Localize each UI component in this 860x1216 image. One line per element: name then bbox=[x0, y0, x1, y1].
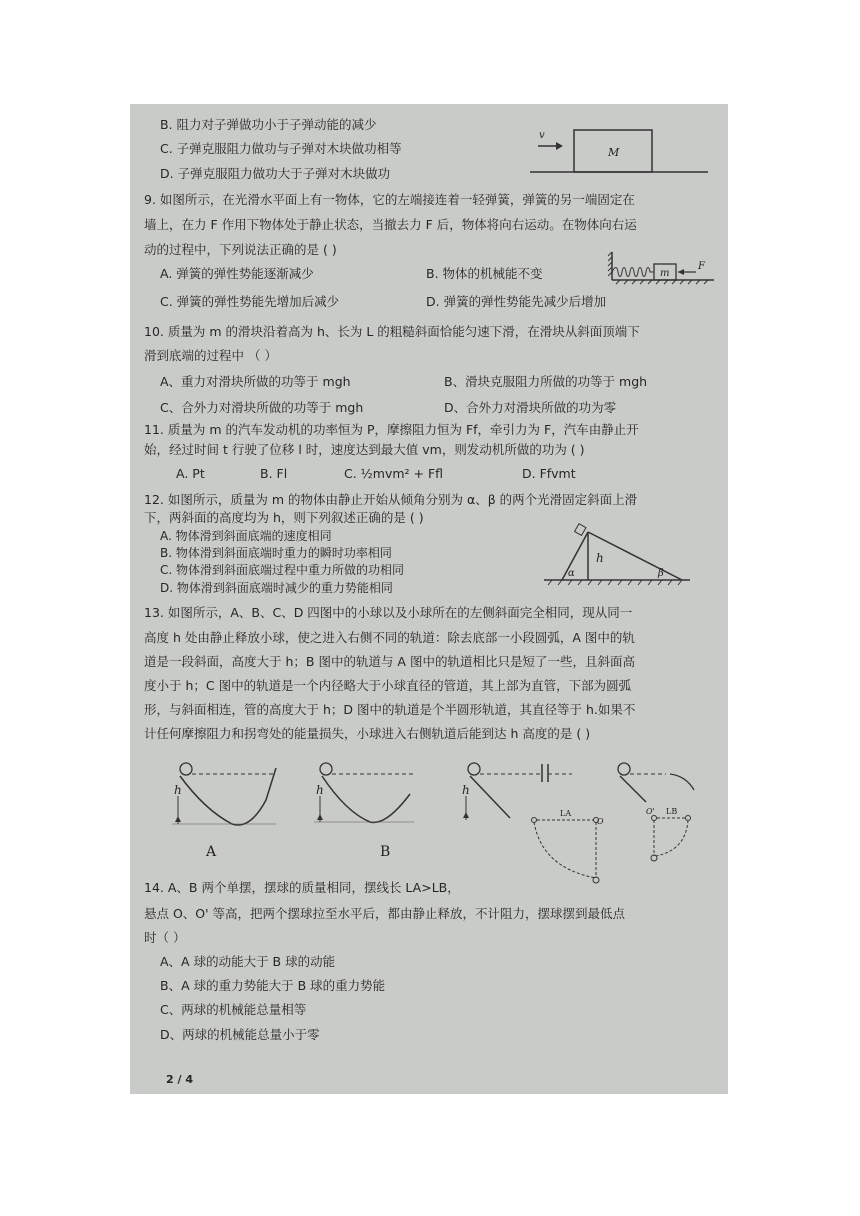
q14-stem-line-3: 时（ ） bbox=[144, 930, 186, 945]
q10-stem-line-2: 滑到底端的过程中 （ ） bbox=[144, 348, 277, 363]
q12-option-b: B. 物体滑到斜面底端时重力的瞬时功率相同 bbox=[160, 546, 392, 560]
lb-label: LB bbox=[666, 807, 678, 816]
q8-option-b: B. 阻力对子弹做功小于子弹动能的减少 bbox=[160, 117, 377, 132]
q9-stem-line-3: 动的过程中，下列说法正确的是 ( ) bbox=[144, 242, 337, 257]
q11-stem-line-1: 11. 质量为 m 的汽车发动机的功率恒为 P，摩擦阻力恒为 Ff，牵引力为 F，汽车由静止开 bbox=[144, 422, 639, 437]
q13-stem-line-3: 道是一段斜面，高度大于 h；B 图中的轨道与 A 图中的轨道相比只是短了一些，且斜面高 bbox=[144, 654, 635, 669]
q9-option-c: C. 弹簧的弹性势能先增加后减少 bbox=[160, 294, 340, 309]
height-label-a: h bbox=[174, 783, 182, 797]
q13-stem-line-6: 计任何摩擦阻力和拐弯处的能量损失，小球进入右侧轨道后能到达 h 高度的是 ( ) bbox=[144, 726, 591, 741]
q13-stem-line-1: 13. 如图所示，A、B、C、D 四图中的小球以及小球所在的左侧斜面完全相同，现从同一 bbox=[144, 605, 633, 620]
figure-b-label: B bbox=[380, 844, 391, 860]
q9-option-a: A. 弹簧的弹性势能逐渐减少 bbox=[160, 266, 314, 281]
q10-option-a: A、重力对滑块所做的功等于 mgh bbox=[160, 374, 351, 389]
height-label-b: h bbox=[316, 783, 324, 797]
q14-stem-line-1: 14. A、B 两个单摆，摆球的质量相同，摆线长 LA>LB， bbox=[144, 880, 460, 895]
q12-stem-line-1: 12. 如图所示，质量为 m 的物体由静止开始从倾角分别为 α、β 的两个光滑固定斜面上滑 bbox=[144, 492, 638, 507]
q14-option-b: B、A 球的重力势能大于 B 球的重力势能 bbox=[160, 978, 386, 993]
q12-option-d: D. 物体滑到斜面底端时减少的重力势能相同 bbox=[160, 581, 393, 595]
q9-option-b: B. 物体的机械能不变 bbox=[426, 266, 543, 281]
q11-option-c: C. ½mvm² + Ffl bbox=[344, 466, 444, 481]
q13-stem-line-2: 高度 h 处由静止释放小球，使之进入右侧不同的轨道：除去底部一小段圆弧，A 图中的轨 bbox=[144, 630, 635, 645]
pivot-o-label: O bbox=[597, 817, 604, 826]
q11-option-d: D. Ffvmt bbox=[522, 466, 576, 481]
q13-stem-line-4: 度小于 h；C 图中的轨道是一个内径略大于小球直径的管道，其上部为直管，下部为圆弧 bbox=[144, 678, 632, 693]
q10-option-b: B、滑块克服阻力所做的功等于 mgh bbox=[444, 374, 648, 389]
page-number: 2 / 4 bbox=[166, 1073, 193, 1086]
q10-option-c: C、合外力对滑块所做的功等于 mgh bbox=[160, 400, 364, 415]
bullet-block-figure bbox=[530, 124, 710, 176]
pivot-o-prime-label: O' bbox=[646, 807, 655, 816]
track-figure-c-pendulum-a bbox=[460, 760, 610, 884]
q12-stem-line-2: 下，两斜面的高度均为 h，则下列叙述正确的是 ( ) bbox=[144, 510, 424, 525]
q10-stem-line-1: 10. 质量为 m 的滑块沿着高为 h、长为 L 的粗糙斜面恰能匀速下滑，在滑块从斜面顶端下 bbox=[144, 324, 640, 339]
q10-option-d: D、合外力对滑块所做的功为零 bbox=[444, 400, 617, 415]
q12-option-c: C. 物体滑到斜面底端过程中重力所做的功相同 bbox=[160, 563, 405, 577]
block-label: M bbox=[608, 146, 620, 159]
beta-label: β bbox=[658, 568, 664, 579]
q8-option-d: D. 子弹克服阻力做功大于子弹对木块做功 bbox=[160, 166, 391, 181]
height-label-c: h bbox=[462, 783, 470, 797]
q13-stem-line-5: 形，与斜面相连，管的高度大于 h；D 图中的轨道是个半圆形轨道，其直径等于 h.如果不 bbox=[144, 702, 636, 717]
track-figure-b bbox=[314, 760, 424, 860]
q12-option-a: A. 物体滑到斜面底端的速度相同 bbox=[160, 529, 332, 543]
mass-label: m bbox=[660, 268, 670, 279]
q14-option-c: C、两球的机械能总量相等 bbox=[160, 1002, 307, 1017]
q14-option-d: D、两球的机械能总量小于零 bbox=[160, 1027, 320, 1042]
q11-option-a: A. Pt bbox=[176, 466, 205, 481]
la-label: LA bbox=[560, 809, 572, 818]
q8-option-c: C. 子弹克服阻力做功与子弹对木块做功相等 bbox=[160, 141, 402, 156]
q9-stem-line-2: 墙上，在力 F 作用下物体处于静止状态，当撤去力 F 后，物体将向右运动。在物体向右运 bbox=[144, 217, 637, 232]
force-label: F bbox=[698, 261, 705, 272]
height-label: h bbox=[596, 551, 604, 565]
velocity-label: v bbox=[539, 130, 545, 141]
q14-stem-line-2: 悬点 O、O' 等高，把两个摆球拉至水平后，都由静止释放，不计阻力，摆球摆到最低点 bbox=[144, 906, 626, 921]
alpha-label: α bbox=[568, 568, 575, 579]
q9-option-d: D. 弹簧的弹性势能先减少后增加 bbox=[426, 294, 607, 309]
q14-option-a: A、A 球的动能大于 B 球的动能 bbox=[160, 954, 336, 969]
two-inclines-figure bbox=[542, 524, 692, 588]
q9-stem-line-1: 9. 如图所示，在光滑水平面上有一物体，它的左端接连着一轻弹簧，弹簧的另一端固定在 bbox=[144, 192, 635, 207]
figure-a-label: A bbox=[206, 844, 217, 860]
track-figure-a bbox=[170, 760, 280, 860]
q11-option-b: B. Fl bbox=[260, 466, 288, 481]
spring-block-figure bbox=[608, 252, 718, 286]
exam-page bbox=[130, 104, 728, 1094]
q11-stem-line-2: 始，经过时间 t 行驶了位移 l 时，速度达到最大值 vm，则发动机所做的功为 ( ) bbox=[144, 442, 585, 457]
track-figure-d-pendulum-b bbox=[614, 760, 724, 870]
